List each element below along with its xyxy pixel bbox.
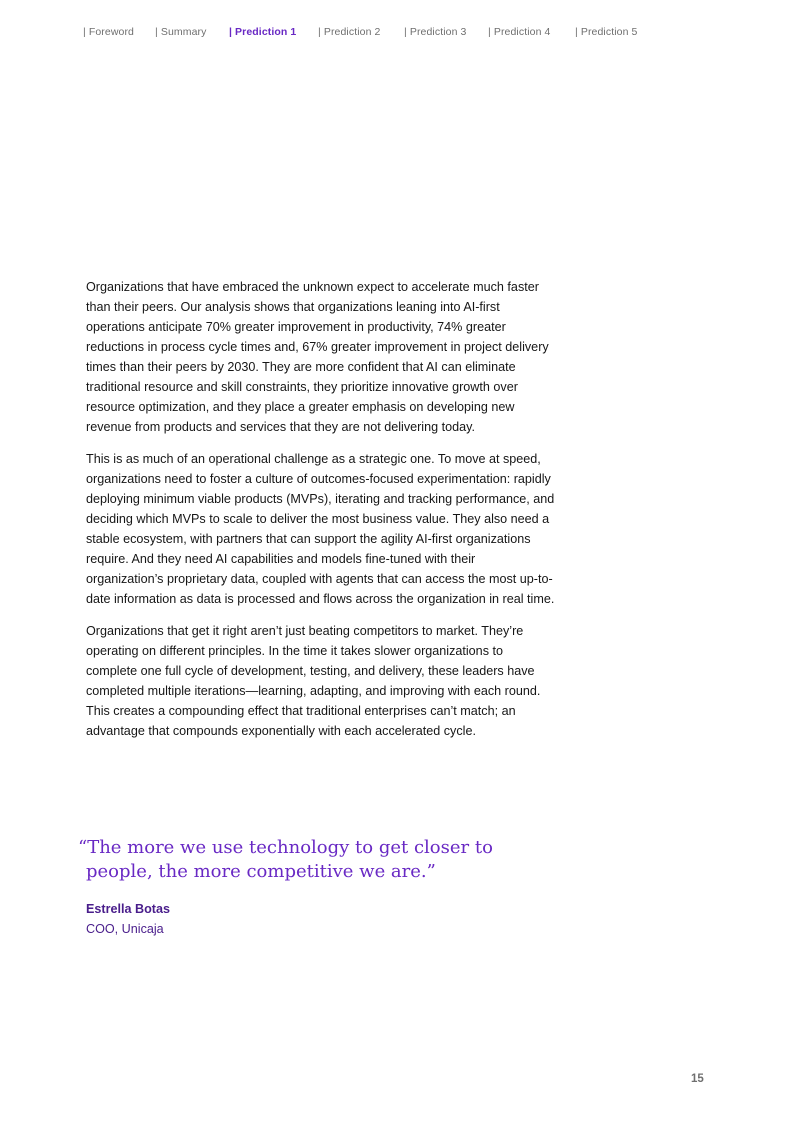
quote-line: “The more we use technology to get closer to (78, 837, 493, 858)
quote-author-name: Estrella Botas (86, 902, 170, 916)
nav-link-prediction-1[interactable]: | Prediction 1 (229, 26, 297, 38)
quote-line: people, the more competitive we are.” (86, 861, 436, 882)
paragraph: Organizations that get it right aren’t just beating competitors to market. They’re operating on different principles. In the time it takes slower organizations to complete one full cycle of development, testing, and delivery, these leaders have completed multiple iterations—learning, adapting, and improving with each round. This creates a compounding effect that traditional enterprises can’t match; an advantage that compounds exponentially with each accelerated cycle. (86, 624, 541, 738)
paragraph: This is as much of an operational challenge as a strategic one. To move at speed, organizations need to foster a culture of outcomes-focused experimentation: rapidly deploying minimum viable products (MVPs), iterating and tracking performance, and deciding which MVPs to scale to deliver the most business value. They also need a stable ecosystem, with partners that can support the agility AI-first organizations require. And they need AI capabilities and models fine-tuned with their organization’s proprietary data, coupled with agents that can access the most up-to-date information as data is processed and flows across the organization in real time. (86, 452, 555, 606)
page-number: 15 (691, 1073, 704, 1085)
paragraph: Organizations that have embraced the unknown expect to accelerate much faster than their peers. Our analysis shows that organizations leaning into AI-first operations anticipate 70% greater improvement in productivity, 74% greater reductions in process cycle times and, 67% greater improvement in project delivery times than their peers by 2030. They are more confident that AI can eliminate traditional resource and skill constraints, they prioritize innovative growth over resource optimization, and they place a greater emphasis on developing new revenue from products and services that they are not delivering today. (86, 280, 549, 434)
nav-link-prediction-3[interactable]: | Prediction 3 (404, 26, 467, 38)
nav-link-prediction-5[interactable]: | Prediction 5 (575, 26, 638, 38)
quote-author-role: COO, Unicaja (86, 922, 164, 936)
nav-link-prediction-4[interactable]: | Prediction 4 (488, 26, 551, 38)
nav-link-foreword[interactable]: | Foreword (83, 26, 134, 38)
pull-quote (78, 836, 508, 884)
nav-link-summary[interactable]: | Summary (155, 26, 207, 38)
body-text (86, 277, 556, 753)
section-navigation (0, 26, 793, 40)
nav-link-prediction-2[interactable]: | Prediction 2 (318, 26, 381, 38)
